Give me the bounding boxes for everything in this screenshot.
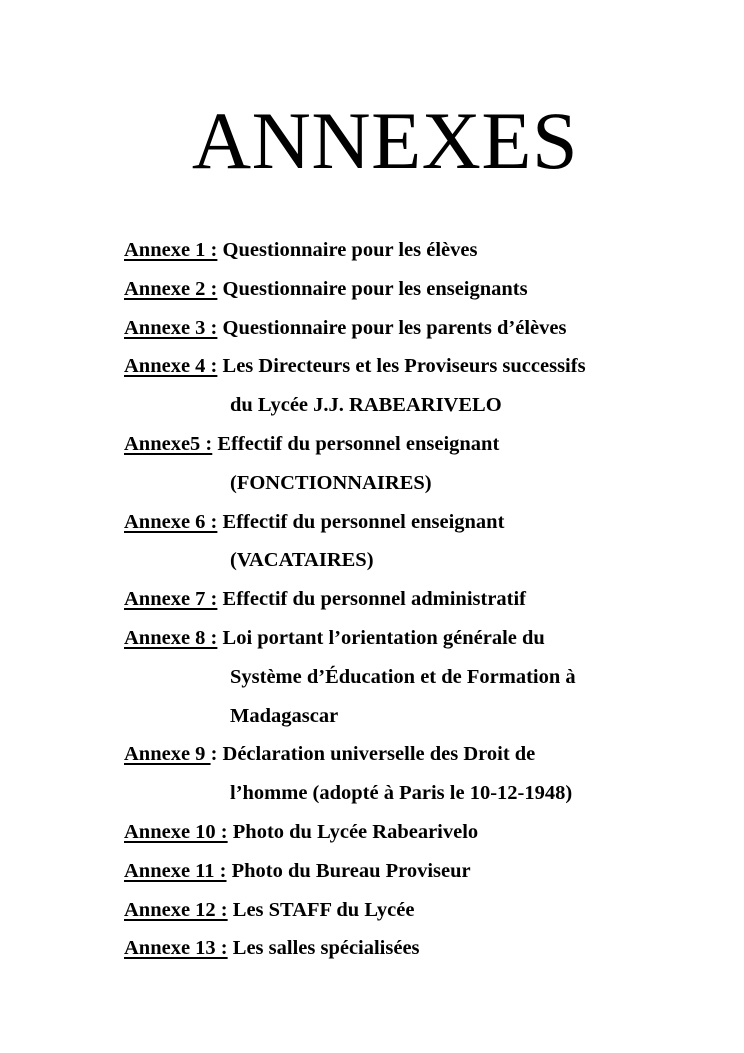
annex-description-continuation: Système d’Éducation et de Formation à — [230, 665, 576, 688]
annex-label: Annexe5 : — [124, 432, 213, 455]
annex-description: Questionnaire pour les enseignants — [222, 277, 528, 300]
page-title: ANNEXES — [191, 95, 579, 186]
annex-item — [124, 929, 724, 968]
annex-item — [124, 852, 724, 891]
annex-label: Annexe 7 : — [124, 588, 218, 611]
annex-item — [124, 425, 724, 464]
annex-label: Annexe 13 : — [124, 937, 228, 960]
annex-description: Effectif du personnel administratif — [222, 588, 527, 611]
annex-description-continuation: (VACATAIRES) — [230, 549, 374, 572]
annex-label: Annexe 6 : — [124, 510, 218, 533]
annex-description: Photo du Lycée Rabearivelo — [232, 820, 479, 843]
annex-description-continuation: l’homme (adopté à Paris le 10-12-1948) — [230, 782, 573, 805]
annex-description-continuation: du Lycée J.J. RABEARIVELO — [230, 394, 502, 417]
annex-description: Photo du Bureau Proviseur — [231, 859, 471, 882]
annex-item — [124, 735, 724, 774]
annex-label: Annexe 9 — [124, 743, 211, 766]
annex-description: Les STAFF du Lycée — [232, 898, 415, 921]
annex-list — [124, 231, 724, 968]
annex-description: Questionnaire pour les élèves — [222, 239, 478, 261]
annex-description: Loi portant l’orientation générale du — [222, 626, 545, 649]
annex-label: Annexe 3 : — [124, 316, 218, 339]
annex-description-continuation: (FONCTIONNAIRES) — [230, 471, 432, 494]
annex-label: Annexe 8 : — [124, 626, 218, 649]
annex-item — [124, 503, 724, 542]
annex-label: Annexe 1 : — [124, 239, 218, 261]
annex-item — [124, 891, 724, 930]
annex-item — [124, 580, 724, 619]
annex-description: Les Directeurs et les Proviseurs successifs — [222, 355, 586, 378]
annex-label: Annexe 11 : — [124, 859, 227, 882]
annex-description: Questionnaire pour les parents d’élèves — [222, 316, 567, 339]
annex-description-continuation: Madagascar — [230, 704, 339, 727]
annex-description: : Déclaration universelle des Droit de — [210, 743, 536, 766]
annex-item — [124, 270, 724, 309]
annex-item — [124, 309, 724, 348]
annex-label: Annexe 10 : — [124, 820, 228, 843]
annex-label: Annexe 2 : — [124, 277, 218, 300]
annex-item — [124, 813, 724, 852]
annex-description: Les salles spécialisées — [232, 937, 420, 960]
annex-item — [124, 619, 724, 658]
annex-description: Effectif du personnel enseignant — [217, 432, 500, 455]
annex-item — [124, 231, 724, 270]
annex-label: Annexe 4 : — [124, 355, 218, 378]
annex-description: Effectif du personnel enseignant — [222, 510, 505, 533]
annex-item — [124, 347, 724, 386]
annex-label: Annexe 12 : — [124, 898, 228, 921]
